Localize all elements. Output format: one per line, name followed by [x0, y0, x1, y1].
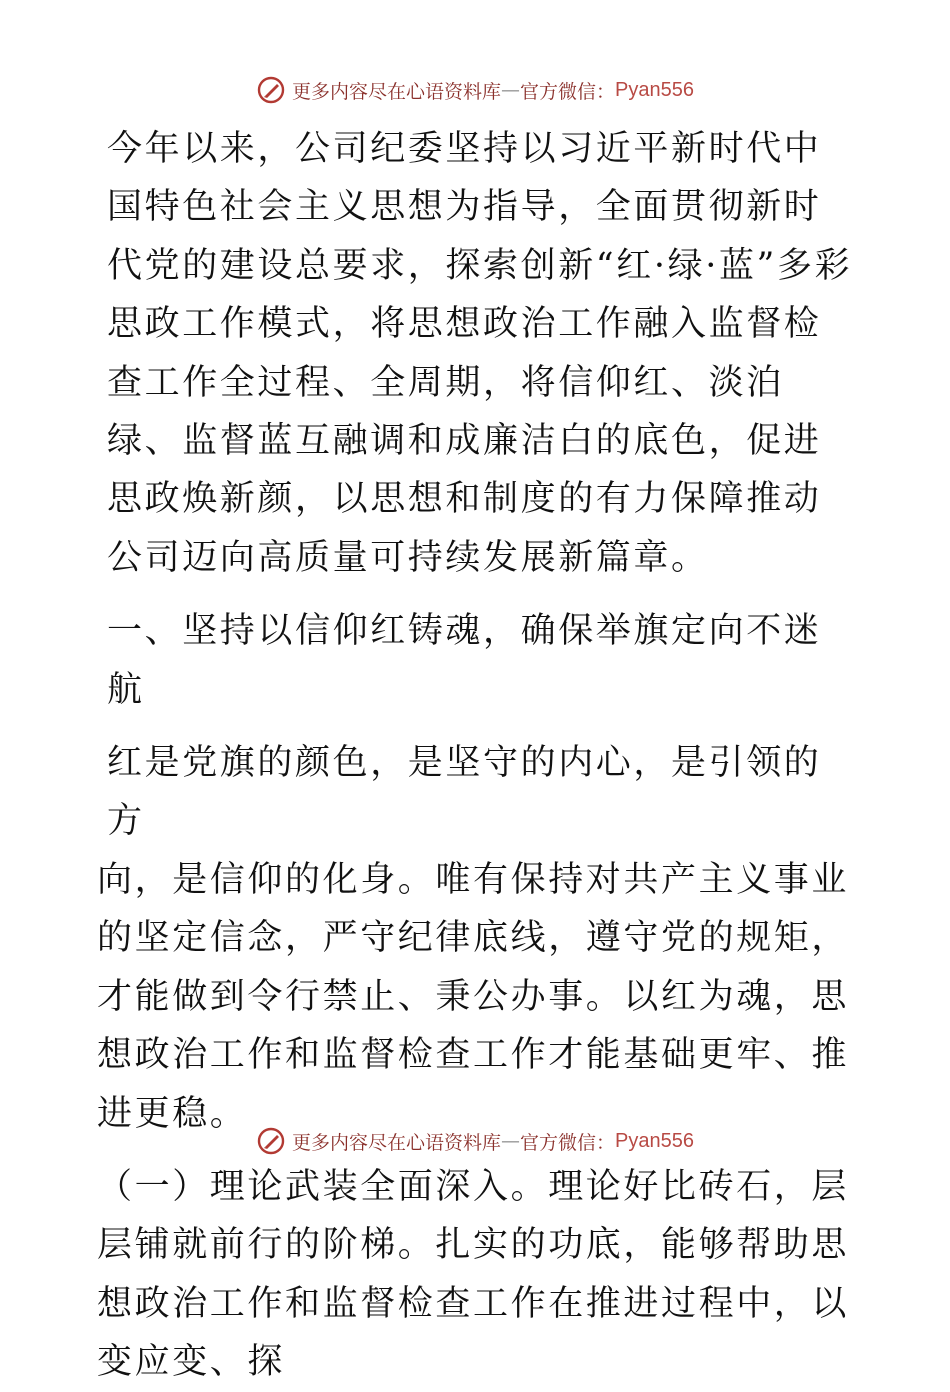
document-body	[97, 120, 857, 1392]
quill-logo-icon	[256, 1126, 286, 1156]
section-heading-1: 一、坚持以信仰红铸魂，确保举旗定向不迷航	[107, 611, 822, 710]
intro-paragraph: 今年以来，公司纪委坚持以习近平新时代中国特色社会主义思想为指导，全面贯彻新时代党的建设总要求，探索创新“红·绿·蓝”多彩思政工作模式，将思想政治工作融入监督检查工作全过程、全周期，将信仰红、淡泊绿、监督蓝互融调和成廉洁白的底色，促进思政焕新颜，以思想和制度的有力保障推动公司迈向高质量可持续发展新篇章。	[107, 129, 853, 578]
red-paragraph-first-line: 红是党旗的颜色，是坚守的内心，是引领的方	[107, 743, 822, 842]
banner-dash: —	[501, 1130, 521, 1152]
banner-wechat-label: 官方微信：	[520, 80, 616, 103]
banner-main-text: 更多内容尽在心语资料库	[292, 80, 502, 103]
header-watermark-banner	[0, 70, 950, 110]
banner-wechat-label: 官方微信：	[520, 1131, 616, 1154]
banner-main-text: 更多内容尽在心语资料库	[292, 1131, 502, 1154]
banner-wechat-id: Pyan556	[615, 78, 694, 101]
quill-logo-icon	[256, 75, 286, 105]
subsection-1-paragraph: （一）理论武装全面深入。理论好比砖石，层层铺就前行的阶梯。扎实的功底，能够帮助思想政治工作和监督检查工作在推进过程中，以变应变、探	[97, 1166, 850, 1383]
banner-wechat-id: Pyan556	[615, 1129, 694, 1152]
footer-watermark-banner	[0, 1121, 950, 1161]
banner-dash: —	[501, 79, 521, 101]
red-paragraph-body: 向，是信仰的化身。唯有保持对共产主义事业的坚定信念，严守纪律底线，遵守党的规矩，才能做到令行禁止、秉公办事。以红为魂，思想政治工作和监督检查工作才能基础更牢、推进更稳。	[97, 859, 850, 1134]
